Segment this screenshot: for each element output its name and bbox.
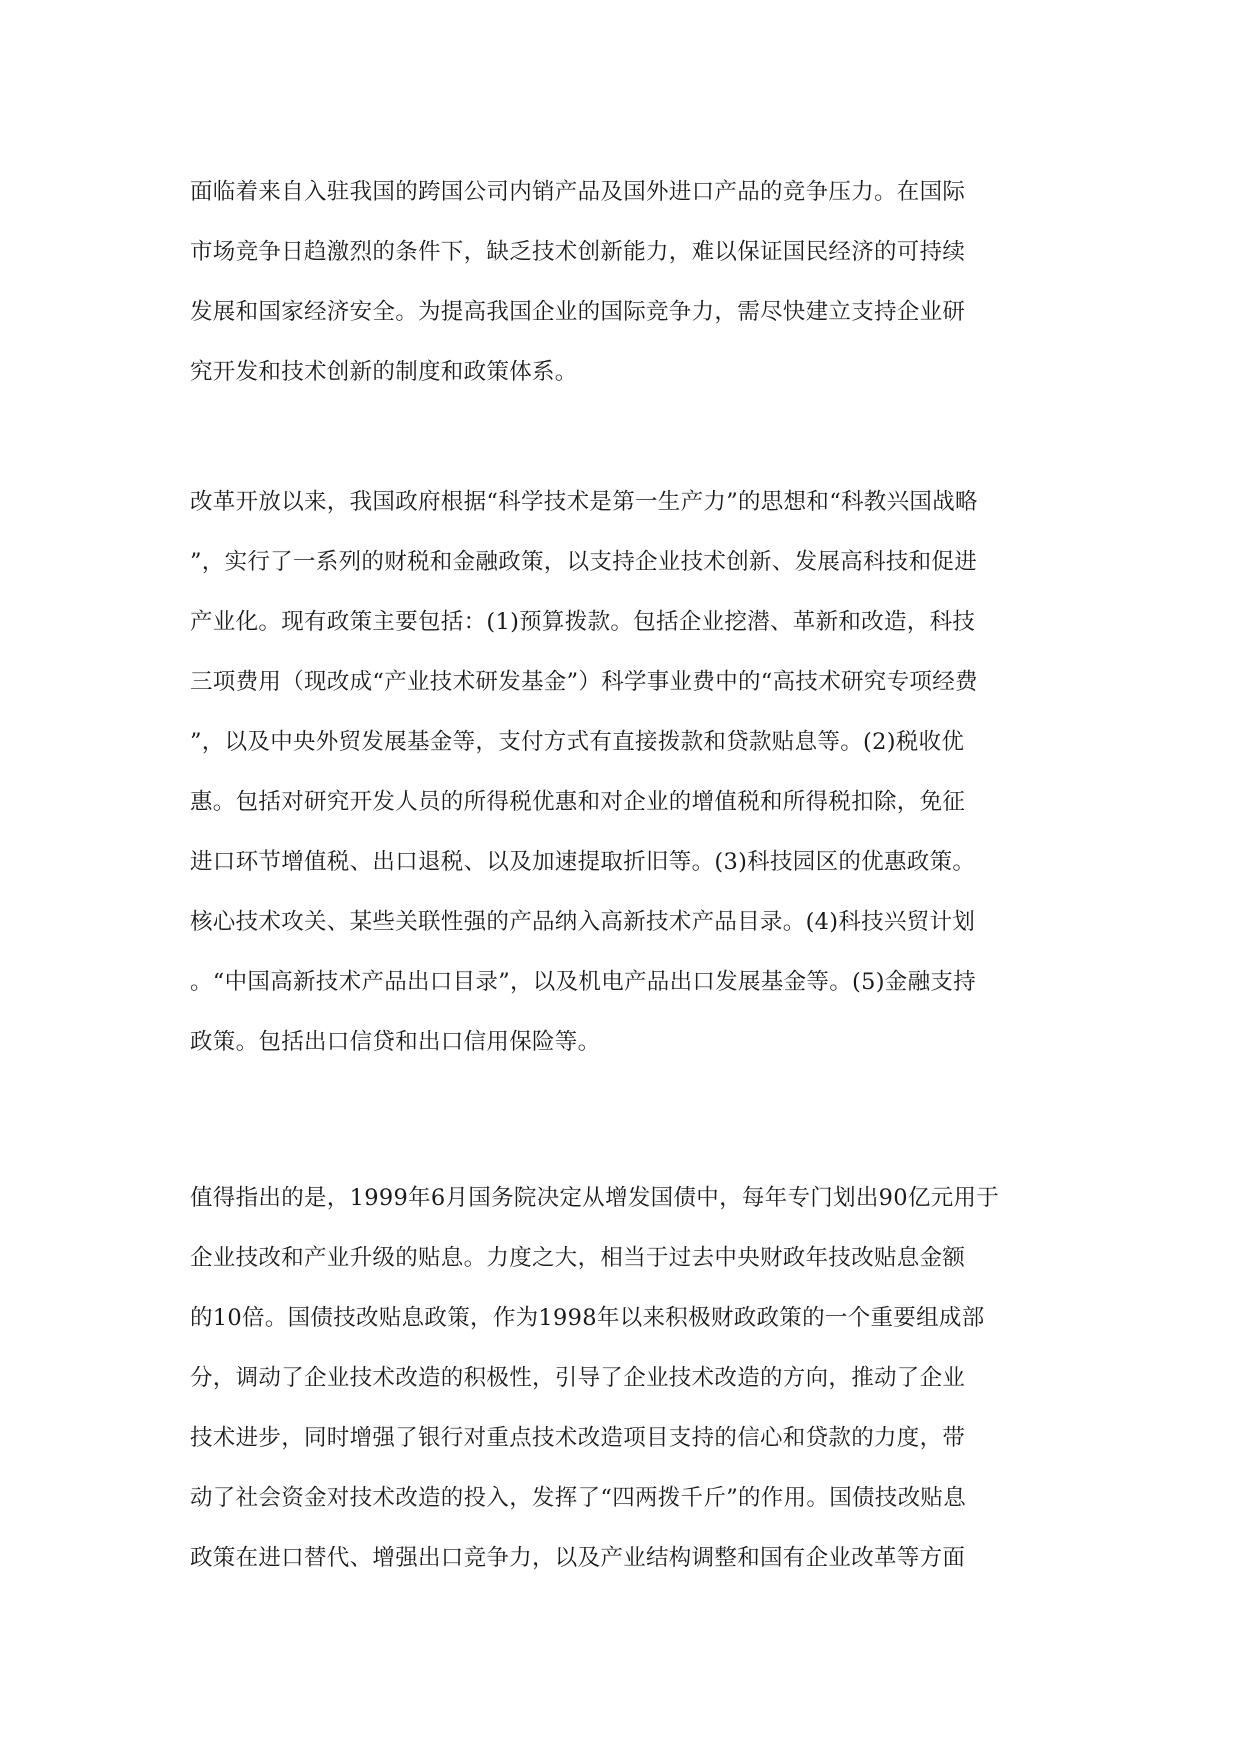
paragraph-3	[190, 1168, 1060, 1588]
text-line: 动了社会资金对技术改造的投入，发挥了“四两拨千斤”的作用。国债技改贴息	[190, 1485, 967, 1511]
text-line: 。“中国高新技术产品出口目录”，以及机电产品出口发展基金等。(5)金融支持	[190, 969, 976, 995]
text-line: 惠。包括对研究开发人员的所得税优惠和对企业的增值税和所得税扣除，免征	[190, 789, 966, 815]
text-line: 核心技术攻关、某些关联性强的产品纳入高新技术产品目录。(4)科技兴贸计划	[190, 909, 976, 935]
text-line: 产业化。现有政策主要包括：(1)预算拨款。包括企业挖潜、革新和改造，科技	[190, 609, 976, 635]
text-line: 分，调动了企业技术改造的积极性，引导了企业技术改造的方向，推动了企业	[190, 1365, 966, 1391]
text-line: 企业技改和产业升级的贴息。力度之大，相当于过去中央财政年技改贴息金额	[190, 1245, 966, 1271]
text-line: 发展和国家经济安全。为提高我国企业的国际竞争力，需尽快建立支持企业研	[190, 299, 966, 325]
text-line: 面临着来自入驻我国的跨国公司内销产品及国外进口产品的竞争压力。在国际	[190, 179, 966, 205]
text-line: 技术进步，同时增强了银行对重点技术改造项目支持的信心和贷款的力度，带	[190, 1425, 966, 1451]
paragraph-2	[190, 472, 1060, 1072]
text-line: ”，实行了一系列的财税和金融政策，以支持企业技术创新、发展高科技和促进	[190, 549, 978, 575]
text-line: 政策。包括出口信贷和出口信用保险等。	[190, 1029, 601, 1055]
text-line: 改革开放以来，我国政府根据“科学技术是第一生产力”的思想和“科教兴国战略	[190, 489, 978, 515]
text-line: 值得指出的是，1999年6月国务院决定从增发国债中，每年专门划出90亿元用于	[190, 1185, 1000, 1211]
text-line: 政策在进口替代、增强出口竞争力，以及产业结构调整和国有企业改革等方面	[190, 1545, 966, 1571]
text-line: 的10倍。国债技改贴息政策，作为1998年以来积极财政政策的一个重要组成部	[190, 1305, 985, 1331]
paragraph-1	[190, 162, 1060, 402]
text-line: 三项费用（现改成“产业技术研发基金”）科学事业费中的“高技术研究专项经费	[190, 669, 978, 695]
text-line: 进口环节增值税、出口退税、以及加速提取折旧等。(3)科技园区的优惠政策。	[190, 849, 976, 875]
text-line: ”，以及中央外贸发展基金等，支付方式有直接拨款和贷款贴息等。(2)税收优	[190, 729, 965, 755]
text-line: 究开发和技术创新的制度和政策体系。	[190, 359, 578, 385]
text-line: 市场竞争日趋激烈的条件下，缺乏技术创新能力，难以保证国民经济的可持续	[190, 239, 966, 265]
